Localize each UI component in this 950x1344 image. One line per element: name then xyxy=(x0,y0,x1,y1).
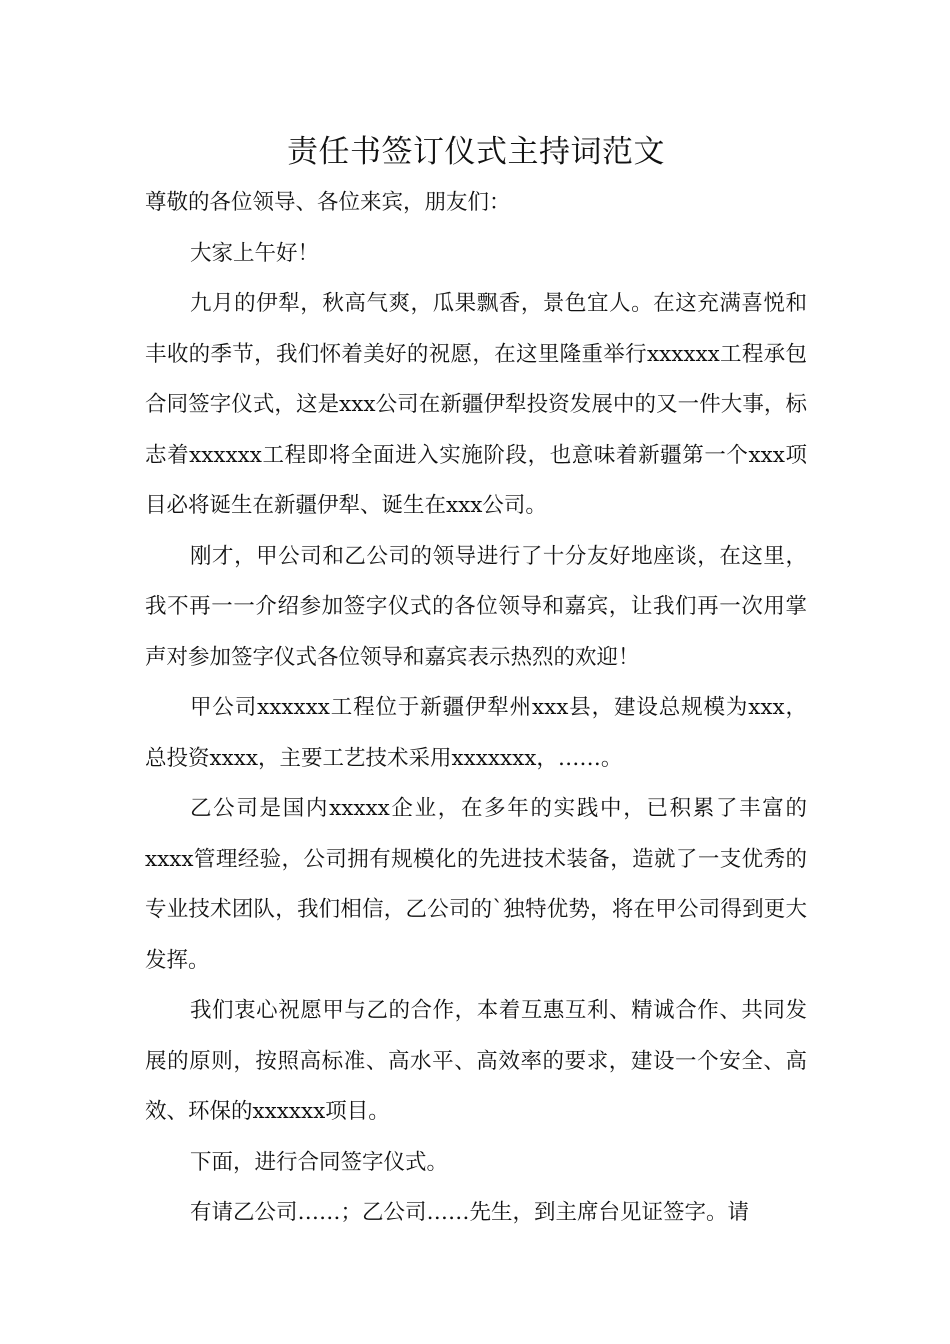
paragraph-company-intro: 乙公司是国内xxxxx企业，在多年的实践中，已积累了丰富的xxxx管理经验，公司拥有规模化的先进技术装备，造就了一支优秀的专业技术团队，我们相信，乙公司的`独特优势，将在甲公司得到更大发挥。 xyxy=(145,796,807,973)
document-body xyxy=(145,128,807,1239)
paragraph-welcome: 刚才，甲公司和乙公司的领导进行了十分友好地座谈，在这里，我不再一一介绍参加签字仪式的各位领导和嘉宾，让我们再一次用掌声对参加签字仪式各位领导和嘉宾表示热烈的欢迎！ xyxy=(145,543,807,670)
paragraph-opening: 九月的伊犁，秋高气爽，瓜果飘香，景色宜人。在这充满喜悦和丰收的季节，我们怀着美好的祝愿，在这里隆重举行xxxxxx工程承包合同签字仪式，这是xxx公司在新疆伊犁投资发展中的又一件大事，标志着xxxxxx工程即将全面进入实施阶段，也意味着新疆第一个xxx项目必将诞生在新疆伊犁、诞生在xxx公司。 xyxy=(145,291,807,518)
document-title: 责任书签订仪式主持词范文 xyxy=(287,134,665,170)
greeting: 大家上午好！ xyxy=(190,240,320,266)
paragraph-invitation: 有请乙公司……；乙公司……先生，到主席台见证签字。请 xyxy=(190,1200,750,1225)
paragraph-signing: 下面，进行合同签字仪式。 xyxy=(190,1149,449,1175)
paragraph-wishes: 我们衷心祝愿甲与乙的合作，本着互惠互利、精诚合作、共同发展的原则，按照高标准、高水平、高效率的要求，建设一个安全、高效、环保的xxxxxx项目。 xyxy=(145,998,807,1124)
paragraph-project-intro: 甲公司xxxxxx工程位于新疆伊犁州xxx县，建设总规模为xxx，总投资xxxx，主要工艺技术采用xxxxxxx，……。 xyxy=(145,695,807,771)
salutation: 尊敬的各位领导、各位来宾，朋友们： xyxy=(145,190,511,215)
